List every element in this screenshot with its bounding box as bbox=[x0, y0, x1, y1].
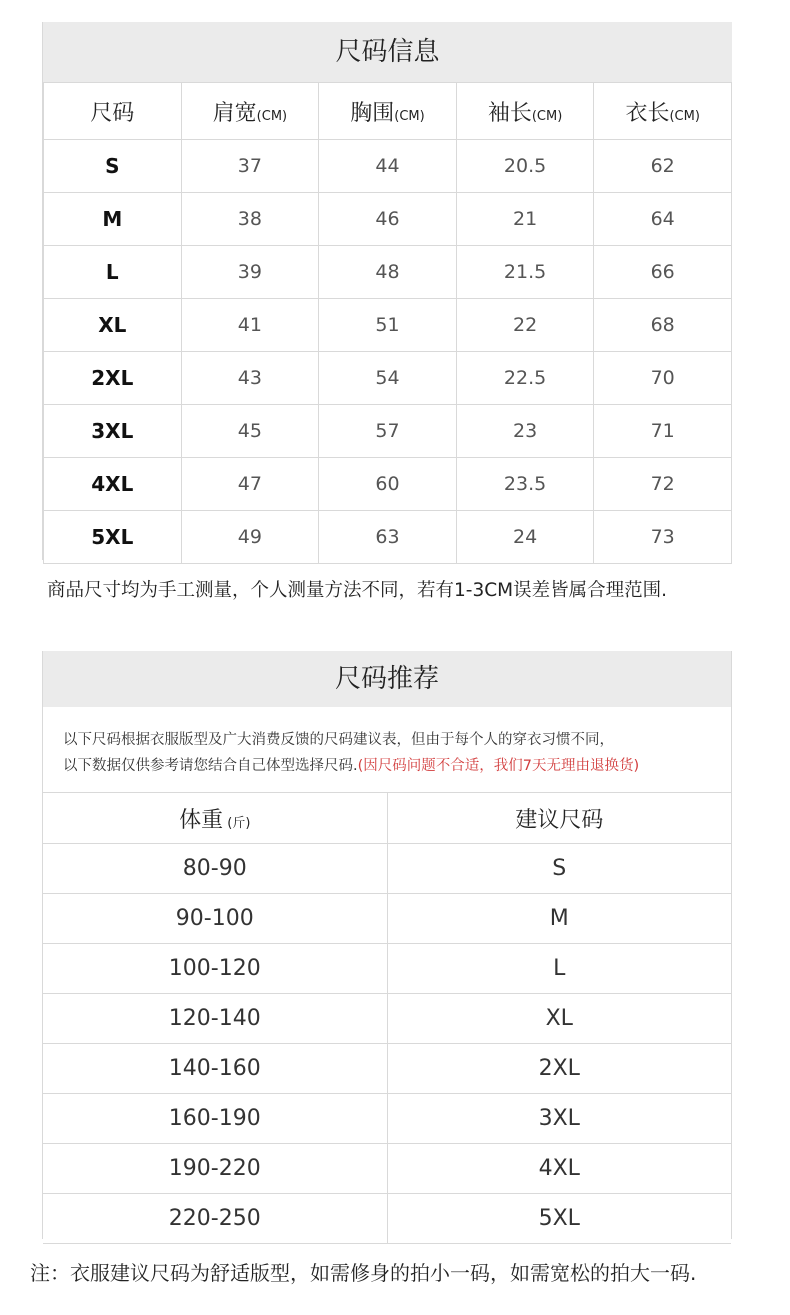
table-row bbox=[44, 352, 732, 405]
measurement-cell: 37 bbox=[181, 140, 319, 193]
size-label-cell: L bbox=[44, 246, 182, 299]
measurement-cell: 60 bbox=[319, 458, 457, 511]
measurement-cell: 57 bbox=[319, 405, 457, 458]
measurement-cell: 45 bbox=[181, 405, 319, 458]
table-row bbox=[44, 193, 732, 246]
table-row bbox=[44, 511, 732, 564]
measurement-cell: 49 bbox=[181, 511, 319, 564]
table-row bbox=[43, 1144, 731, 1194]
measurement-cell: 68 bbox=[594, 299, 732, 352]
header-shoulder: 肩宽(CM) bbox=[181, 83, 319, 140]
suggested-size-cell: M bbox=[387, 894, 731, 944]
suggested-size-cell: 5XL bbox=[387, 1194, 731, 1244]
measurement-cell: 70 bbox=[594, 352, 732, 405]
suggested-size-cell: 3XL bbox=[387, 1094, 731, 1144]
measurement-cell: 72 bbox=[594, 458, 732, 511]
header-suggested-size: 建议尺码 bbox=[387, 793, 731, 844]
measurement-cell: 66 bbox=[594, 246, 732, 299]
measurement-cell: 44 bbox=[319, 140, 457, 193]
table-row bbox=[44, 405, 732, 458]
measurement-cell: 62 bbox=[594, 140, 732, 193]
measurement-cell: 22 bbox=[456, 299, 594, 352]
weight-range-cell: 80-90 bbox=[43, 844, 387, 894]
suggested-size-cell: XL bbox=[387, 994, 731, 1044]
size-label-cell: 2XL bbox=[44, 352, 182, 405]
size-recommendation-table bbox=[42, 651, 732, 1239]
weight-range-cell: 190-220 bbox=[43, 1144, 387, 1194]
measurement-cell: 24 bbox=[456, 511, 594, 564]
desc-line-1: 以下尺码根据衣服版型及广大消费反馈的尺码建议表，但由于每个人的穿衣习惯不同， bbox=[63, 732, 614, 748]
measurement-cell: 54 bbox=[319, 352, 457, 405]
size-table-grid bbox=[43, 82, 732, 564]
weight-range-cell: 140-160 bbox=[43, 1044, 387, 1094]
measurement-cell: 46 bbox=[319, 193, 457, 246]
table-row bbox=[43, 994, 731, 1044]
table-row bbox=[43, 944, 731, 994]
measurement-cell: 51 bbox=[319, 299, 457, 352]
weight-range-cell: 120-140 bbox=[43, 994, 387, 1044]
table-row bbox=[44, 140, 732, 193]
weight-range-cell: 220-250 bbox=[43, 1194, 387, 1244]
weight-range-cell: 160-190 bbox=[43, 1094, 387, 1144]
table-row bbox=[43, 1194, 731, 1244]
table-row bbox=[44, 458, 732, 511]
header-size: 尺码 bbox=[44, 83, 182, 140]
fit-note: 注：衣服建议尺码为舒适版型，如需修身的拍小一码，如需宽松的拍大一码. bbox=[30, 1261, 697, 1285]
table-row bbox=[43, 844, 731, 894]
recommendation-title: 尺码推荐 bbox=[43, 651, 731, 707]
recommendation-description bbox=[43, 707, 731, 793]
measurement-cell: 63 bbox=[319, 511, 457, 564]
size-label-cell: 3XL bbox=[44, 405, 182, 458]
measurement-cell: 73 bbox=[594, 511, 732, 564]
size-label-cell: XL bbox=[44, 299, 182, 352]
measurement-cell: 23.5 bbox=[456, 458, 594, 511]
table-row bbox=[44, 299, 732, 352]
table-row bbox=[44, 246, 732, 299]
size-info-title: 尺码信息 bbox=[43, 22, 732, 82]
suggested-size-cell: S bbox=[387, 844, 731, 894]
suggested-size-cell: 4XL bbox=[387, 1144, 731, 1194]
measurement-cell: 39 bbox=[181, 246, 319, 299]
header-sleeve: 袖长(CM) bbox=[456, 83, 594, 140]
suggested-size-cell: 2XL bbox=[387, 1044, 731, 1094]
header-length: 衣长(CM) bbox=[594, 83, 732, 140]
size-label-cell: S bbox=[44, 140, 182, 193]
size-label-cell: M bbox=[44, 193, 182, 246]
header-weight: 体重 (斤) bbox=[43, 793, 387, 844]
measurement-cell: 47 bbox=[181, 458, 319, 511]
recommendation-header-row bbox=[43, 793, 731, 844]
recommendation-grid bbox=[43, 793, 731, 1244]
table-row bbox=[43, 1044, 731, 1094]
measurement-cell: 23 bbox=[456, 405, 594, 458]
measurement-cell: 64 bbox=[594, 193, 732, 246]
header-chest: 胸围(CM) bbox=[319, 83, 457, 140]
return-policy-note: (因尺码问题不合适，我们7天无理由退换货) bbox=[357, 758, 640, 774]
weight-range-cell: 90-100 bbox=[43, 894, 387, 944]
measurement-cell: 21 bbox=[456, 193, 594, 246]
table-row bbox=[43, 1094, 731, 1144]
suggested-size-cell: L bbox=[387, 944, 731, 994]
table-row bbox=[43, 894, 731, 944]
measurement-cell: 21.5 bbox=[456, 246, 594, 299]
measurement-cell: 22.5 bbox=[456, 352, 594, 405]
measurement-cell: 43 bbox=[181, 352, 319, 405]
size-table-header-row bbox=[44, 83, 732, 140]
weight-range-cell: 100-120 bbox=[43, 944, 387, 994]
size-info-table bbox=[42, 22, 732, 560]
desc-line-2: 以下数据仅供参考请您结合自己体型选择尺码.(因尺码问题不合适，我们7天无理由退换货) bbox=[63, 758, 640, 774]
size-label-cell: 4XL bbox=[44, 458, 182, 511]
measurement-cell: 71 bbox=[594, 405, 732, 458]
measurement-note: 商品尺寸均为手工测量，个人测量方法不同，若有1-3CM误差皆属合理范围. bbox=[47, 580, 667, 601]
size-label-cell: 5XL bbox=[44, 511, 182, 564]
measurement-cell: 48 bbox=[319, 246, 457, 299]
measurement-cell: 20.5 bbox=[456, 140, 594, 193]
measurement-cell: 38 bbox=[181, 193, 319, 246]
measurement-cell: 41 bbox=[181, 299, 319, 352]
